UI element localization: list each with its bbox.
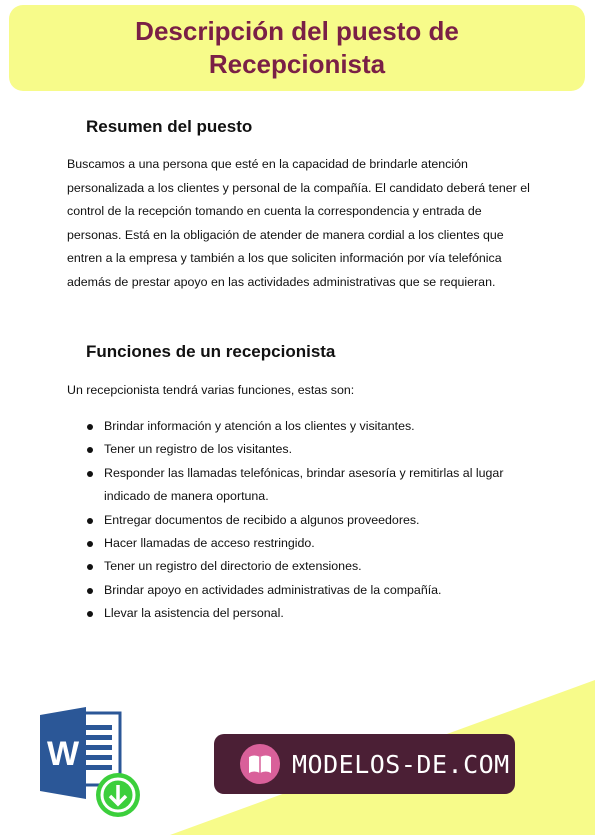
title-banner bbox=[9, 5, 585, 91]
list-item: Entregar documentos de recibido a algunos proveedores. bbox=[84, 509, 514, 532]
functions-intro: Un recepcionista tendrá varias funciones, estas son: bbox=[67, 383, 355, 397]
list-item: Llevar la asistencia del personal. bbox=[84, 602, 514, 625]
page-title: Descripción del puesto de Recepcionista bbox=[135, 16, 459, 79]
svg-text:W: W bbox=[46, 735, 80, 773]
list-item: Brindar información y atención a los clientes y visitantes. bbox=[84, 415, 514, 438]
list-item: Brindar apoyo en actividades administrativas de la compañía. bbox=[84, 579, 514, 602]
brand-name: MODELOS-DE.COM bbox=[292, 749, 510, 779]
list-item: Responder las llamadas telefónicas, brindar asesoría y remitirlas al lugar indicado de manera oportuna. bbox=[84, 462, 514, 509]
summary-paragraph: Buscamos a una persona que esté en la capacidad de brindarle atención personalizada a los clientes y personal de la compañía. El candidato deberá tener el control de la recepción tomando en cuenta la correspondencia y entrada de personas. Está en la obligación de atender de manera cordial a los clientes que entren a la empresa y también a los que soliciten información por vía telefónica además de prestar apoyo en las actividades administrativas que se requieran. bbox=[67, 157, 530, 289]
word-download-icon[interactable] bbox=[38, 703, 148, 823]
list-item: Tener un registro de los visitantes. bbox=[84, 438, 514, 461]
functions-list bbox=[84, 415, 514, 626]
list-item: Tener un registro del directorio de extensiones. bbox=[84, 555, 514, 578]
download-arrow-icon bbox=[96, 773, 140, 817]
list-item: Hacer llamadas de acceso restringido. bbox=[84, 532, 514, 555]
brand-banner[interactable] bbox=[214, 734, 515, 794]
open-book-icon bbox=[240, 744, 280, 784]
summary-heading: Resumen del puesto bbox=[86, 117, 253, 136]
functions-heading: Funciones de un recepcionista bbox=[86, 342, 336, 361]
